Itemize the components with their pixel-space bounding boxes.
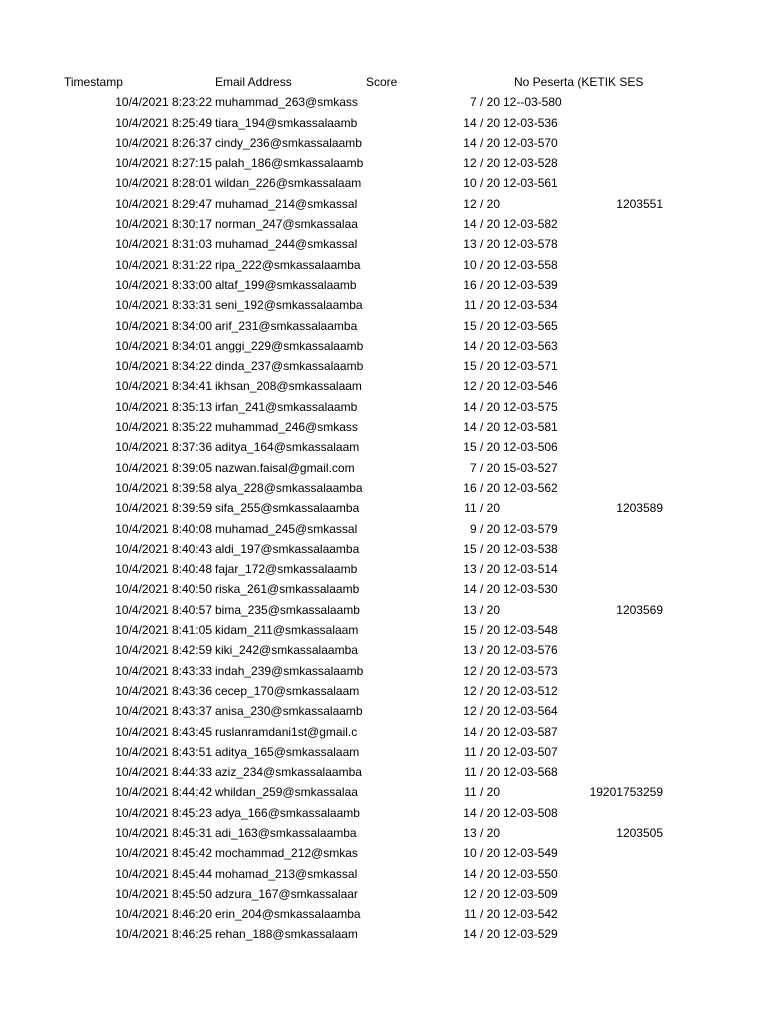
cell-score: 11 / 20 [464, 744, 500, 759]
cell-extra: 1203569 [616, 602, 663, 617]
cell-email: adzura_167@smkassalaar [215, 886, 358, 901]
cell-no-peserta: 12-03-578 [503, 237, 558, 252]
cell-score: 14 / 20 [463, 805, 500, 820]
cell-email: muhamad_244@smkassal [215, 237, 358, 252]
table-row [0, 153, 768, 173]
table-row [0, 356, 768, 376]
cell-extra [566, 884, 663, 904]
cell-email: anggi_229@smkassalaamb [215, 338, 364, 353]
table-body [0, 92, 768, 944]
cell-extra [566, 620, 663, 640]
cell-email: ripa_222@smkassalaamba [215, 257, 361, 272]
cell-no-peserta: 12-03-561 [503, 176, 558, 191]
cell-score: 13 / 20 [463, 562, 500, 577]
table-row [0, 214, 768, 234]
cell-no-peserta: 12-03-558 [503, 257, 558, 272]
cell-no-peserta: 12-03-546 [503, 379, 558, 394]
cell-email: aditya_164@smkassalaam [215, 440, 360, 455]
table-row [0, 620, 768, 640]
cell-no-peserta: 15-03-527 [503, 460, 558, 475]
cell-email: seni_192@smkassalaamba [215, 298, 363, 313]
table-row [0, 681, 768, 701]
cell-extra [566, 397, 663, 417]
cell-email: cindy_236@smkassalaamb [215, 135, 362, 150]
cell-extra [566, 762, 663, 782]
table-row [0, 417, 768, 437]
table-row [0, 316, 768, 336]
table-row [0, 579, 768, 599]
cell-extra [566, 843, 663, 863]
cell-timestamp: 10/4/2021 8:37:36 [115, 440, 212, 455]
cell-email: sifa_255@smkassalaamba [215, 501, 360, 516]
cell-email: mochammad_212@smkas [215, 846, 358, 861]
cell-email: muhamad_214@smkassal [215, 196, 358, 211]
cell-score: 12 / 20 [463, 379, 500, 394]
cell-no-peserta: 12-03-565 [503, 318, 558, 333]
cell-email: muhammad_263@smkass [215, 95, 358, 110]
header-timestamp: Timestamp [64, 75, 123, 89]
cell-no-peserta: 12-03-506 [503, 440, 558, 455]
cell-score: 14 / 20 [463, 866, 500, 881]
cell-extra [566, 255, 663, 275]
cell-score: 9 / 20 [469, 521, 500, 536]
cell-extra [566, 904, 663, 924]
cell-timestamp: 10/4/2021 8:26:37 [115, 135, 212, 150]
cell-extra [566, 234, 663, 254]
cell-no-peserta: 12-03-530 [503, 582, 558, 597]
table-row [0, 782, 768, 802]
cell-extra [566, 173, 663, 193]
cell-email: palah_186@smkassalaamb [215, 156, 364, 171]
cell-no-peserta: 12-03-539 [503, 277, 558, 292]
cell-extra [566, 539, 663, 559]
cell-extra: 1203551 [616, 196, 663, 211]
cell-extra [566, 681, 663, 701]
cell-extra [566, 92, 663, 112]
cell-score: 7 / 20 [469, 460, 500, 475]
cell-no-peserta: 12-03-587 [503, 724, 558, 739]
cell-score: 10 / 20 [463, 257, 500, 272]
cell-score: 12 / 20 [463, 196, 500, 211]
table-row [0, 376, 768, 396]
cell-no-peserta: 12-03-564 [503, 704, 558, 719]
cell-extra [566, 275, 663, 295]
cell-score: 13 / 20 [463, 237, 500, 252]
cell-score: 13 / 20 [463, 643, 500, 658]
cell-score: 16 / 20 [463, 480, 500, 495]
table-row [0, 661, 768, 681]
cell-score: 10 / 20 [463, 176, 500, 191]
cell-extra [566, 133, 663, 153]
table-row [0, 600, 768, 620]
cell-email: tiara_194@smkassalaamb [215, 115, 358, 130]
cell-score: 11 / 20 [464, 907, 500, 922]
cell-email: dinda_237@smkassalaamb [215, 359, 364, 374]
cell-timestamp: 10/4/2021 8:43:51 [115, 744, 212, 759]
cell-extra: 1203589 [616, 501, 663, 516]
cell-email: altaf_199@smkassalaamb [215, 277, 357, 292]
table-row [0, 498, 768, 518]
cell-email: anisa_230@smkassalaamb [215, 704, 363, 719]
cell-timestamp: 10/4/2021 8:40:43 [115, 541, 212, 556]
table-row [0, 478, 768, 498]
cell-score: 15 / 20 [463, 318, 500, 333]
cell-timestamp: 10/4/2021 8:23:22 [115, 95, 212, 110]
cell-timestamp: 10/4/2021 8:41:05 [115, 623, 212, 638]
table-row [0, 904, 768, 924]
cell-timestamp: 10/4/2021 8:29:47 [115, 196, 212, 211]
table-row [0, 255, 768, 275]
cell-no-peserta: 12-03-509 [503, 886, 558, 901]
table-row [0, 559, 768, 579]
cell-email: kiki_242@smkassalaamba [215, 643, 358, 658]
cell-no-peserta: 12-03-568 [503, 765, 558, 780]
cell-extra [566, 214, 663, 234]
cell-score: 15 / 20 [463, 541, 500, 556]
cell-timestamp: 10/4/2021 8:34:01 [115, 338, 212, 353]
cell-timestamp: 10/4/2021 8:45:31 [115, 825, 212, 840]
cell-timestamp: 10/4/2021 8:39:59 [115, 501, 212, 516]
cell-email: muhammad_246@smkass [215, 420, 358, 435]
cell-no-peserta: 12-03-542 [503, 907, 558, 922]
header-row [0, 72, 768, 92]
table-row [0, 884, 768, 904]
table-row [0, 924, 768, 944]
table-row [0, 397, 768, 417]
cell-no-peserta: 12-03-581 [503, 420, 558, 435]
cell-no-peserta: 12-03-571 [503, 359, 558, 374]
cell-timestamp: 10/4/2021 8:28:01 [115, 176, 212, 191]
cell-score: 14 / 20 [463, 217, 500, 232]
cell-no-peserta: 12-03-528 [503, 156, 558, 171]
cell-no-peserta: 12--03-580 [503, 95, 562, 110]
table-row [0, 843, 768, 863]
table-row [0, 519, 768, 539]
cell-extra [566, 437, 663, 457]
cell-score: 12 / 20 [463, 156, 500, 171]
cell-score: 14 / 20 [463, 420, 500, 435]
header-no-peserta: No Peserta (KETIK SES [514, 75, 644, 89]
cell-email: whildan_259@smkassalaa [215, 785, 358, 800]
table-row [0, 173, 768, 193]
cell-score: 16 / 20 [463, 277, 500, 292]
cell-timestamp: 10/4/2021 8:43:36 [115, 683, 212, 698]
cell-timestamp: 10/4/2021 8:40:50 [115, 582, 212, 597]
cell-email: aditya_165@smkassalaam [215, 744, 360, 759]
cell-extra [566, 376, 663, 396]
cell-timestamp: 10/4/2021 8:44:33 [115, 765, 212, 780]
cell-email: cecep_170@smkassalaam [215, 683, 360, 698]
cell-score: 11 / 20 [464, 765, 500, 780]
table-row [0, 640, 768, 660]
cell-extra [566, 519, 663, 539]
cell-no-peserta: 12-03-536 [503, 115, 558, 130]
header-score: Score [366, 75, 398, 89]
cell-score: 14 / 20 [463, 115, 500, 130]
cell-score: 12 / 20 [463, 886, 500, 901]
cell-extra [566, 478, 663, 498]
table-row [0, 803, 768, 823]
cell-timestamp: 10/4/2021 8:30:17 [115, 217, 212, 232]
table-row [0, 275, 768, 295]
cell-timestamp: 10/4/2021 8:43:45 [115, 724, 212, 739]
cell-no-peserta: 12-03-550 [503, 866, 558, 881]
table-row [0, 823, 768, 843]
cell-score: 11 / 20 [464, 785, 500, 800]
cell-extra: 19201753259 [589, 785, 663, 800]
table-row [0, 864, 768, 884]
cell-score: 15 / 20 [463, 440, 500, 455]
cell-extra [566, 742, 663, 762]
table-row [0, 194, 768, 214]
cell-no-peserta: 12-03-508 [503, 805, 558, 820]
table-row [0, 437, 768, 457]
table-row [0, 92, 768, 112]
cell-email: adi_163@smkassalaamba [215, 825, 357, 840]
table-row [0, 295, 768, 315]
cell-email: ikhsan_208@smkassalaam [215, 379, 362, 394]
cell-email: kidam_211@smkassalaam [215, 623, 359, 638]
cell-no-peserta: 12-03-529 [503, 927, 558, 942]
cell-timestamp: 10/4/2021 8:27:15 [115, 156, 212, 171]
cell-score: 12 / 20 [463, 663, 500, 678]
cell-extra [566, 458, 663, 478]
cell-email: fajar_172@smkassalaamb [215, 562, 358, 577]
cell-extra [566, 864, 663, 884]
cell-email: muhamad_245@smkassal [215, 521, 358, 536]
cell-no-peserta: 12-03-576 [503, 643, 558, 658]
cell-score: 13 / 20 [463, 825, 500, 840]
cell-extra [566, 417, 663, 437]
cell-score: 14 / 20 [463, 135, 500, 150]
cell-timestamp: 10/4/2021 8:43:37 [115, 704, 212, 719]
cell-email: arif_231@smkassalaamba [215, 318, 358, 333]
cell-score: 12 / 20 [463, 704, 500, 719]
cell-timestamp: 10/4/2021 8:40:57 [115, 602, 212, 617]
cell-extra [566, 661, 663, 681]
cell-extra [566, 701, 663, 721]
cell-no-peserta: 12-03-562 [503, 480, 558, 495]
cell-timestamp: 10/4/2021 8:45:23 [115, 805, 212, 820]
cell-no-peserta: 12-03-514 [503, 562, 558, 577]
table-row [0, 234, 768, 254]
cell-no-peserta: 12-03-538 [503, 541, 558, 556]
cell-extra [566, 113, 663, 133]
cell-timestamp: 10/4/2021 8:34:00 [115, 318, 212, 333]
cell-timestamp: 10/4/2021 8:39:58 [115, 480, 212, 495]
cell-email: aziz_234@smkassalaamba [215, 765, 362, 780]
cell-score: 12 / 20 [463, 683, 500, 698]
cell-extra [566, 559, 663, 579]
cell-score: 15 / 20 [463, 359, 500, 374]
cell-timestamp: 10/4/2021 8:45:50 [115, 886, 212, 901]
table-row [0, 133, 768, 153]
cell-no-peserta: 12-03-549 [503, 846, 558, 861]
cell-extra [566, 295, 663, 315]
cell-score: 11 / 20 [464, 501, 500, 516]
cell-no-peserta: 12-03-507 [503, 744, 558, 759]
header-email: Email Address [215, 75, 292, 89]
cell-extra [566, 640, 663, 660]
cell-score: 10 / 20 [463, 846, 500, 861]
cell-no-peserta: 12-03-573 [503, 663, 558, 678]
table-row [0, 762, 768, 782]
cell-score: 14 / 20 [463, 399, 500, 414]
table-row [0, 701, 768, 721]
cell-extra [566, 722, 663, 742]
cell-extra [566, 803, 663, 823]
cell-timestamp: 10/4/2021 8:33:31 [115, 298, 212, 313]
cell-extra [566, 924, 663, 944]
cell-score: 13 / 20 [463, 602, 500, 617]
cell-score: 14 / 20 [463, 927, 500, 942]
cell-email: adya_166@smkassalaamb [215, 805, 360, 820]
cell-timestamp: 10/4/2021 8:45:42 [115, 846, 212, 861]
cell-no-peserta: 12-03-570 [503, 135, 558, 150]
cell-timestamp: 10/4/2021 8:34:41 [115, 379, 212, 394]
cell-extra [566, 153, 663, 173]
cell-email: riska_261@smkassalaamb [215, 582, 360, 597]
response-sheet [0, 72, 768, 945]
cell-email: norman_247@smkassalaa [215, 217, 358, 232]
cell-email: indah_239@smkassalaamb [215, 663, 364, 678]
table-row [0, 458, 768, 478]
cell-timestamp: 10/4/2021 8:42:59 [115, 643, 212, 658]
cell-timestamp: 10/4/2021 8:33:00 [115, 277, 212, 292]
cell-timestamp: 10/4/2021 8:46:25 [115, 927, 212, 942]
cell-extra [566, 316, 663, 336]
cell-score: 11 / 20 [464, 298, 500, 313]
cell-timestamp: 10/4/2021 8:46:20 [115, 907, 212, 922]
cell-no-peserta: 12-03-534 [503, 298, 558, 313]
cell-email: erin_204@smkassalaamba [215, 907, 361, 922]
cell-score: 14 / 20 [463, 724, 500, 739]
cell-timestamp: 10/4/2021 8:44:42 [115, 785, 212, 800]
cell-timestamp: 10/4/2021 8:39:05 [115, 460, 212, 475]
cell-score: 14 / 20 [463, 338, 500, 353]
cell-no-peserta: 12-03-563 [503, 338, 558, 353]
table-row [0, 336, 768, 356]
cell-timestamp: 10/4/2021 8:25:49 [115, 115, 212, 130]
cell-email: rehan_188@smkassalaam [215, 927, 358, 942]
cell-extra [566, 336, 663, 356]
cell-extra [566, 579, 663, 599]
cell-timestamp: 10/4/2021 8:40:48 [115, 562, 212, 577]
table-row [0, 539, 768, 559]
cell-extra [566, 356, 663, 376]
table-row [0, 113, 768, 133]
cell-timestamp: 10/4/2021 8:34:22 [115, 359, 212, 374]
cell-timestamp: 10/4/2021 8:31:03 [115, 237, 212, 252]
cell-score: 14 / 20 [463, 582, 500, 597]
cell-email: mohamad_213@smkassal [215, 866, 358, 881]
cell-no-peserta: 12-03-512 [503, 683, 558, 698]
cell-timestamp: 10/4/2021 8:35:13 [115, 399, 212, 414]
cell-email: ruslanramdani1st@gmail.c [215, 724, 358, 739]
cell-email: bima_235@smkassalaamb [215, 602, 360, 617]
cell-email: aldi_197@smkassalaamba [215, 541, 360, 556]
cell-no-peserta: 12-03-548 [503, 623, 558, 638]
table-row [0, 722, 768, 742]
cell-timestamp: 10/4/2021 8:31:22 [115, 257, 212, 272]
cell-timestamp: 10/4/2021 8:35:22 [115, 420, 212, 435]
cell-no-peserta: 12-03-582 [503, 217, 558, 232]
cell-no-peserta: 12-03-579 [503, 521, 558, 536]
cell-score: 7 / 20 [469, 95, 500, 110]
cell-timestamp: 10/4/2021 8:40:08 [115, 521, 212, 536]
cell-email: irfan_241@smkassalaamb [215, 399, 358, 414]
cell-timestamp: 10/4/2021 8:43:33 [115, 663, 212, 678]
table-row [0, 742, 768, 762]
cell-email: nazwan.faisal@gmail.com [215, 460, 355, 475]
cell-no-peserta: 12-03-575 [503, 399, 558, 414]
cell-email: wildan_226@smkassalaam [215, 176, 362, 191]
cell-timestamp: 10/4/2021 8:45:44 [115, 866, 212, 881]
cell-score: 15 / 20 [463, 623, 500, 638]
cell-extra: 1203505 [616, 825, 663, 840]
cell-email: alya_228@smkassalaamba [215, 480, 363, 495]
